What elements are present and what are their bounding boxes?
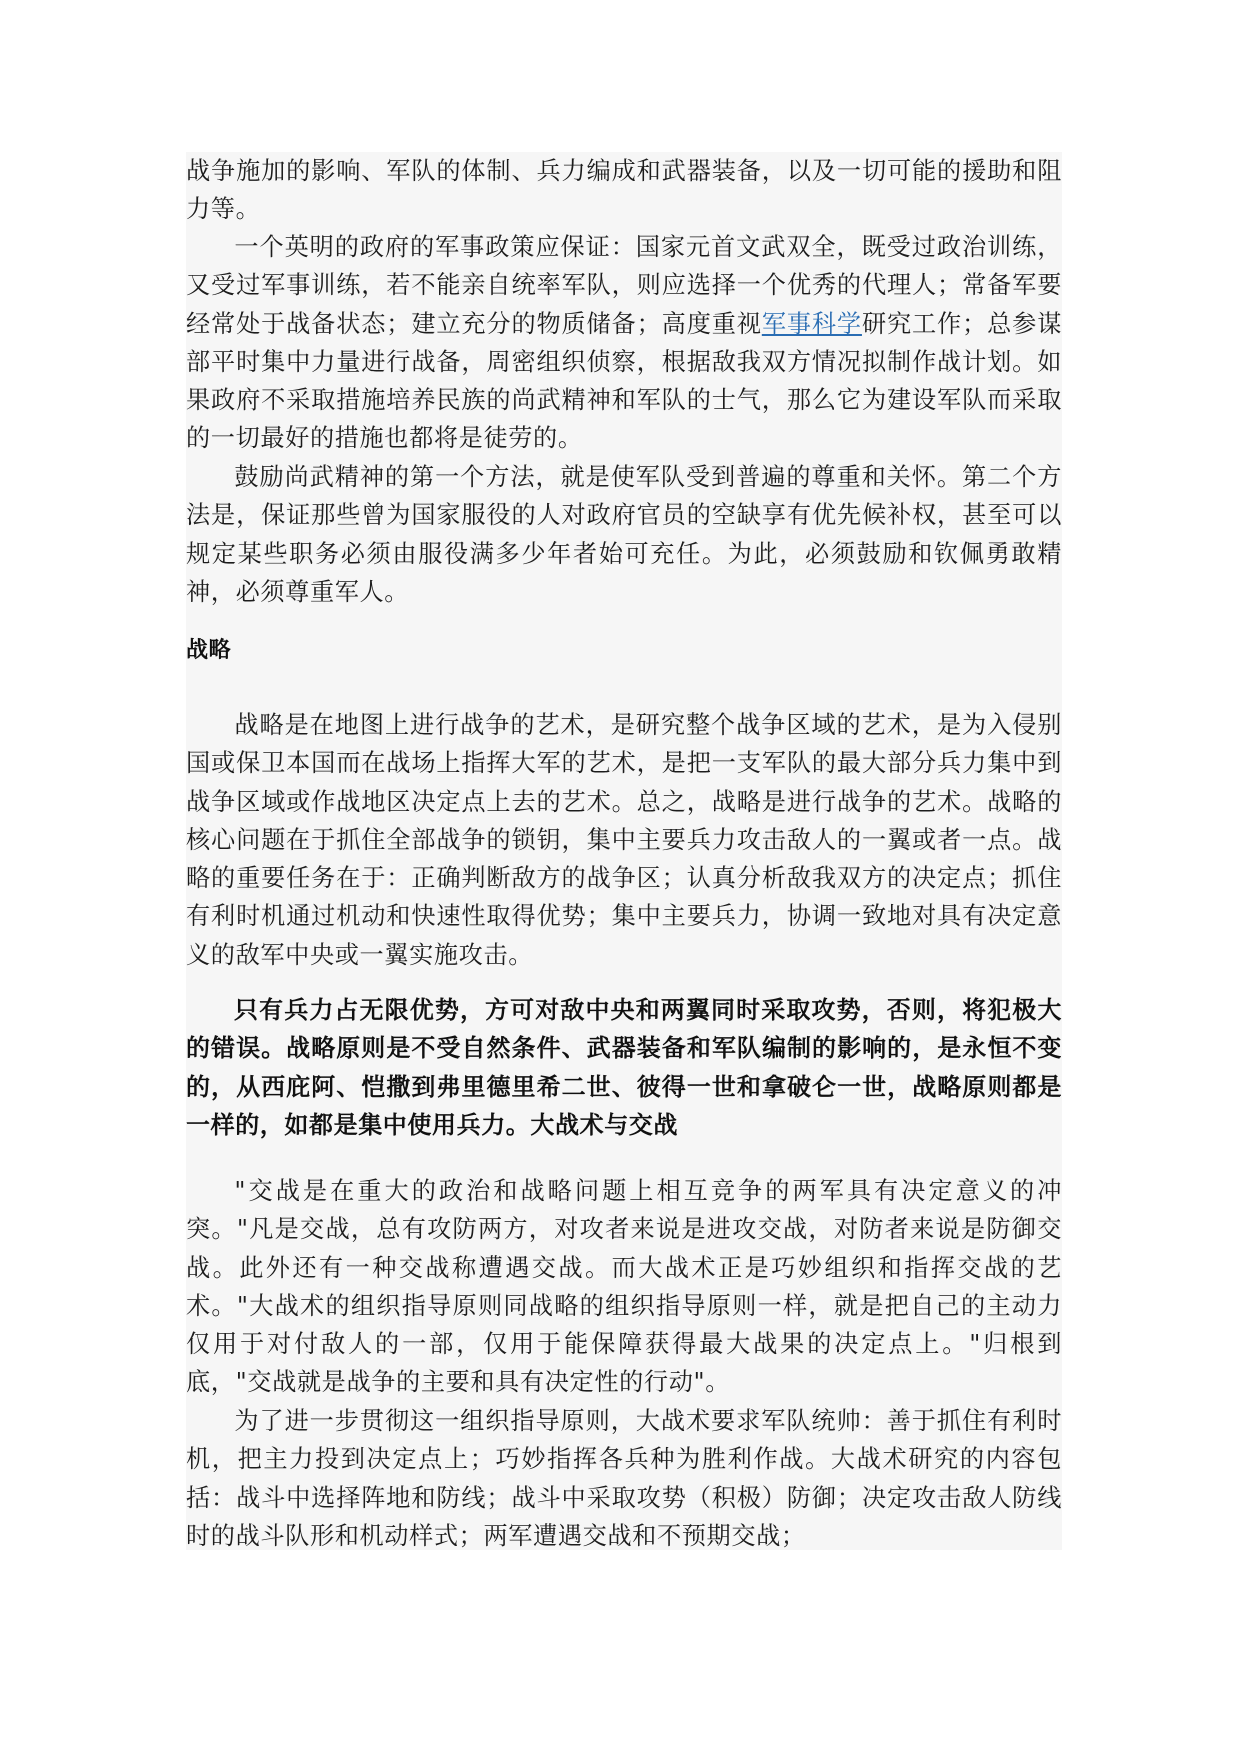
- paragraph-strategy-principles-bold: 只有兵力占无限优势，方可对敌中央和两翼同时采取攻势，否则，将犯极大的错误。战略原则是不受自然条件、武器装备和军队编制的影响的，是永恒不变的，从西庇阿、恺撒到弗里德里希二世、彼得一世和拿破仑一世，战略原则都是一样的，如都是集中使用兵力。大战术与交战: [186, 995, 1062, 1139]
- document-content: [186, 152, 1062, 1550]
- paragraph-engagement: "交战是在重大的政治和战略问题上相互竞争的两军具有决定意义的冲突。"凡是交战，总有攻防两方，对攻者来说是进攻交战，对防者来说是防御交战。此外还有一种交战称遭遇交战。而大战术正是巧妙组织和指挥交战的艺术。"大战术的组织指导原则同战略的组织指导原则一样，就是把自己的主动力仅用于对付敌人的一部，仅用于能保障获得最大战果的决定点上。"归根到底，"交战就是战争的主要和具有决定性的行动"。: [186, 1177, 1062, 1397]
- paragraph-military-policy-text-2: 研究工作；总参谋部平时集中力量进行战备，周密组织侦察，根据敌我双方情况拟制作战计划。如果政府不采取措施培养民族的尚武精神和军队的士气，那么它为建设军队而采取的一切最好的措施也都将是徒劳的。: [186, 309, 1062, 453]
- paragraph-intro-continued: 战争施加的影响、军队的体制、兵力编成和武器装备，以及一切可能的援助和阻力等。: [186, 157, 1062, 224]
- paragraph-martial-spirit: 鼓励尚武精神的第一个方法，就是使军队受到普遍的尊重和关怀。第二个方法是，保证那些曾为国家服役的人对政府官员的空缺享有优先候补权，甚至可以规定某些职务必须由服役满多少年者始可充任。为此，必须鼓励和钦佩勇敢精神，必须尊重军人。: [186, 463, 1062, 606]
- paragraph-military-policy-text-1: 一个英明的政府的军事政策应保证：国家元首文武双全，既受过政治训练，又受过军事训练，若不能亲自统率军队，则应选择一个优秀的代理人；常备军要经常处于战备状态；建立充分的物质储备；高度重视: [186, 233, 1062, 338]
- paragraph-grand-tactics: 为了进一步贯彻这一组织指导原则，大战术要求军队统帅：善于抓住有利时机，把主力投到决定点上；巧妙指挥各兵种为胜利作战。大战术研究的内容包括：战斗中选择阵地和防线；战斗中采取攻势（积极）防御；决定攻击敌人防线时的战斗队形和机动样式；两军遭遇交战和不预期交战；: [186, 1407, 1062, 1550]
- paragraph-military-policy: [186, 228, 1062, 458]
- military-science-link[interactable]: 军事科学: [761, 309, 862, 338]
- paragraph-strategy-definition: 战略是在地图上进行战争的艺术，是研究整个战争区域的艺术，是为入侵别国或保卫本国而在战场上指挥大军的艺术，是把一支军队的最大部分兵力集中到战争区域或作战地区决定点上去的艺术。总之，战略是进行战争的艺术。战略的核心问题在于抓住全部战争的锁钥，集中主要兵力攻击敌人的一翼或者一点。战略的重要任务在于：正确判断敌方的战争区；认真分析敌我双方的决定点；抓住有利时机通过机动和快速性取得优势；集中主要兵力，协调一致地对具有决定意义的敌军中央或一翼实施攻击。: [186, 711, 1062, 969]
- section-heading-strategy: 战略: [186, 638, 232, 663]
